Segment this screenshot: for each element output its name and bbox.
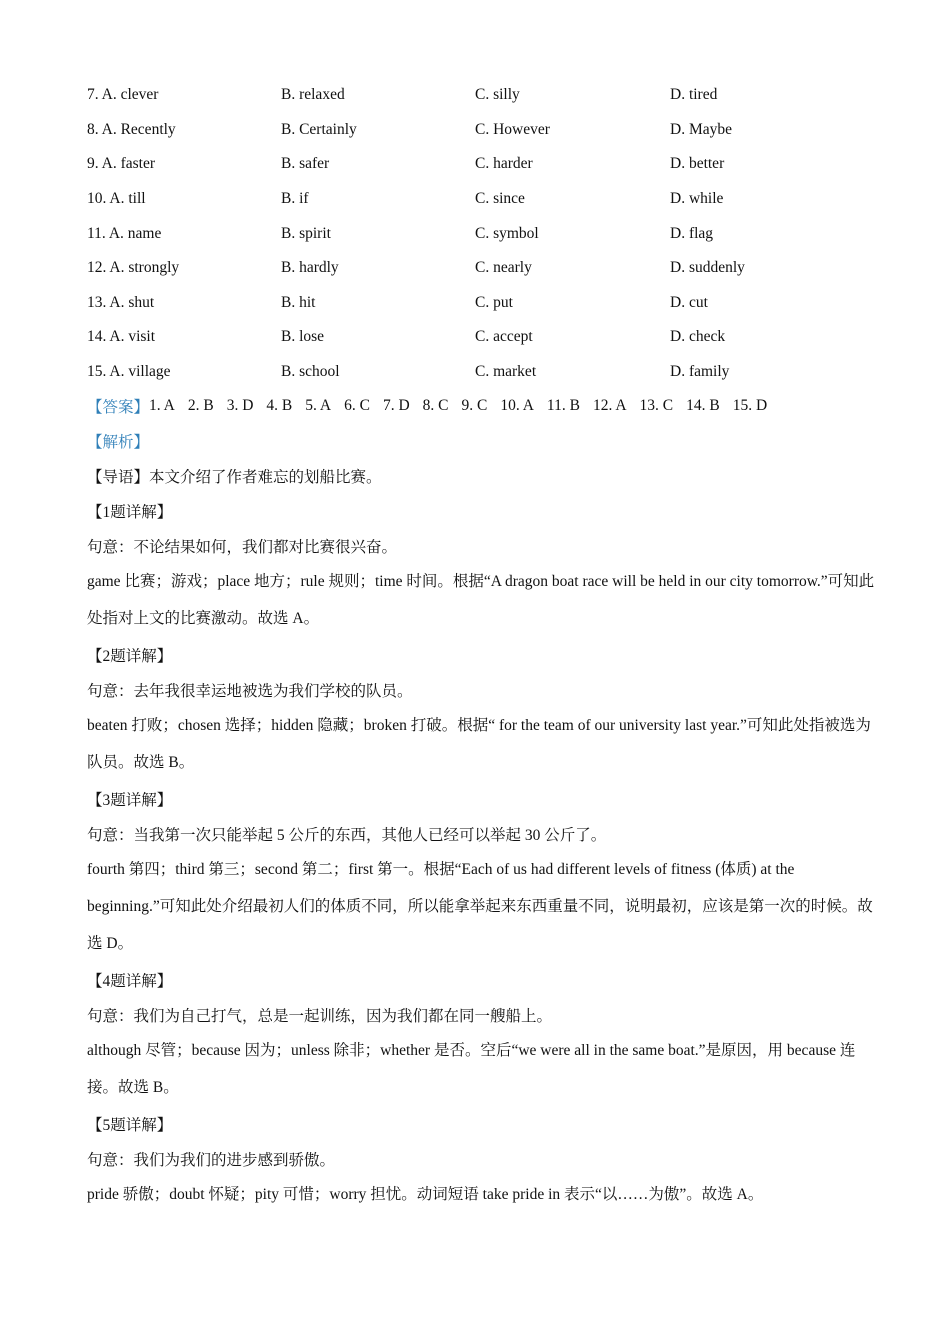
option-a: 8. A. Recently	[87, 120, 176, 138]
option-a: 10. A. till	[87, 190, 146, 208]
option-b: B. lose	[281, 328, 325, 346]
answer-item: 1. A	[149, 397, 175, 415]
option-row	[87, 355, 877, 390]
option-row	[87, 147, 877, 182]
option-b: B. safer	[281, 155, 330, 173]
option-a: 13. A. shut	[87, 293, 155, 311]
document-page	[87, 78, 877, 1213]
q3-meaning: 句意：当我第一次只能举起 5 公斤的东西，其他人已经可以举起 30 公斤了。	[87, 826, 607, 844]
option-row	[87, 113, 877, 148]
answer-item: 5. A	[305, 397, 332, 415]
answer-item: 2. B	[187, 397, 214, 415]
option-a: 9. A. faster	[87, 155, 156, 173]
answer-item: 7. D	[382, 397, 410, 415]
answer-item: 3. D	[226, 397, 254, 415]
q1-meaning: 句意：不论结果如何，我们都对比赛很兴奋。	[87, 538, 398, 556]
option-a: 7. A. clever	[87, 86, 159, 104]
q2-meaning: 句意：去年我很幸运地被选为我们学校的队员。	[87, 682, 413, 700]
option-row	[87, 216, 877, 251]
option-b: B. hit	[281, 293, 316, 311]
q5-meaning: 句意：我们为我们的进步感到骄傲。	[87, 1151, 336, 1169]
option-c: C. silly	[475, 86, 520, 104]
option-c: C. harder	[475, 155, 533, 173]
option-c: C. nearly	[475, 259, 532, 277]
option-a: 11. A. name	[87, 224, 162, 242]
q1-section	[87, 493, 877, 637]
option-c: C. symbol	[475, 224, 539, 242]
answer-list	[149, 397, 780, 415]
option-c: C. accept	[475, 328, 533, 346]
option-row	[87, 320, 877, 355]
answer-row	[87, 389, 877, 423]
option-a: 12. A. strongly	[87, 259, 180, 277]
option-c: C. However	[475, 120, 550, 138]
option-b: B. Certainly	[281, 120, 357, 138]
answer-item: 4. B	[266, 397, 293, 415]
q1-heading: 【1题详解】	[87, 503, 173, 521]
option-b: B. spirit	[281, 224, 331, 242]
q5-explanation: pride 骄傲；doubt 怀疑；pity 可惜；worry 担忧。动词短语 take pride in 表示“以……为傲”。故选 A。	[87, 1186, 764, 1204]
answer-item: 10. A	[500, 397, 534, 415]
q2-heading: 【2题详解】	[87, 647, 173, 665]
q4-heading: 【4题详解】	[87, 972, 173, 990]
q4-section	[87, 962, 877, 1106]
answer-item: 6. C	[344, 397, 370, 415]
analysis-tag-row	[87, 423, 877, 458]
q3-section	[87, 781, 877, 962]
q2-explanation: beaten 打败；chosen 选择；hidden 隐藏；broken 打破。根据“ for the team of our university last year.”可知此处指被选为队员。故选 B。	[87, 717, 871, 772]
option-d: D. check	[670, 328, 726, 346]
option-a: 15. A. village	[87, 363, 171, 381]
option-d: D. flag	[670, 224, 714, 242]
q4-explanation: although 尽管；because 因为；unless 除非；whether 是否。空后“we were all in the same boat.”是原因，用 because 连接。故选 B。	[87, 1042, 856, 1097]
answer-item: 12. A	[592, 397, 627, 415]
option-row	[87, 286, 877, 321]
answer-tag: 【答案】	[87, 399, 150, 417]
option-row	[87, 78, 877, 113]
option-c: C. since	[475, 190, 525, 208]
option-a: 14. A. visit	[87, 328, 156, 346]
option-d: D. cut	[670, 293, 708, 311]
option-c: C. market	[475, 363, 537, 381]
q3-heading: 【3题详解】	[87, 791, 173, 809]
answer-item: 9. C	[461, 397, 488, 415]
option-c: C. put	[475, 293, 513, 311]
q4-meaning: 句意：我们为自己打气，总是一起训练，因为我们都在同一艘船上。	[87, 1007, 553, 1025]
answer-item: 8. C	[422, 397, 449, 415]
option-b: B. hardly	[281, 259, 339, 277]
option-b: B. relaxed	[281, 86, 345, 104]
q2-section	[87, 637, 877, 781]
option-d: D. family	[670, 363, 730, 381]
option-d: D. suddenly	[670, 259, 745, 277]
answer-item: 11. B	[546, 397, 580, 415]
answer-item: 13. C	[639, 397, 674, 415]
q5-section	[87, 1106, 877, 1213]
option-d: D. tired	[670, 86, 718, 104]
option-d: D. Maybe	[670, 120, 732, 138]
option-row	[87, 251, 877, 286]
answer-item: 15. D	[732, 397, 768, 415]
option-b: B. if	[281, 190, 309, 208]
q5-heading: 【5题详解】	[87, 1116, 173, 1134]
guide-line: 【导语】本文介绍了作者难忘的划船比赛。	[87, 468, 382, 486]
option-b: B. school	[281, 363, 340, 381]
option-d: D. better	[670, 155, 725, 173]
answer-item: 14. B	[686, 397, 720, 415]
analysis-tag: 【解析】	[87, 433, 150, 451]
q3-explanation: fourth 第四；third 第三；second 第二；first 第一。根据“Each of us had different levels of fitness (体质) at the beginning.”可知此处介绍最初人们的体质不同，所以能拿举起来东西重量不同，说明最初，应该是第一次的时候。故选 D。	[87, 861, 873, 953]
option-table	[87, 78, 877, 389]
option-row	[87, 182, 877, 217]
q1-explanation: game 比赛；游戏；place 地方；rule 规则；time 时间。根据“A dragon boat race will be held in our city tomorrow.”可知此处指对上文的比赛激动。故选 A。	[87, 573, 875, 628]
option-d: D. while	[670, 190, 724, 208]
